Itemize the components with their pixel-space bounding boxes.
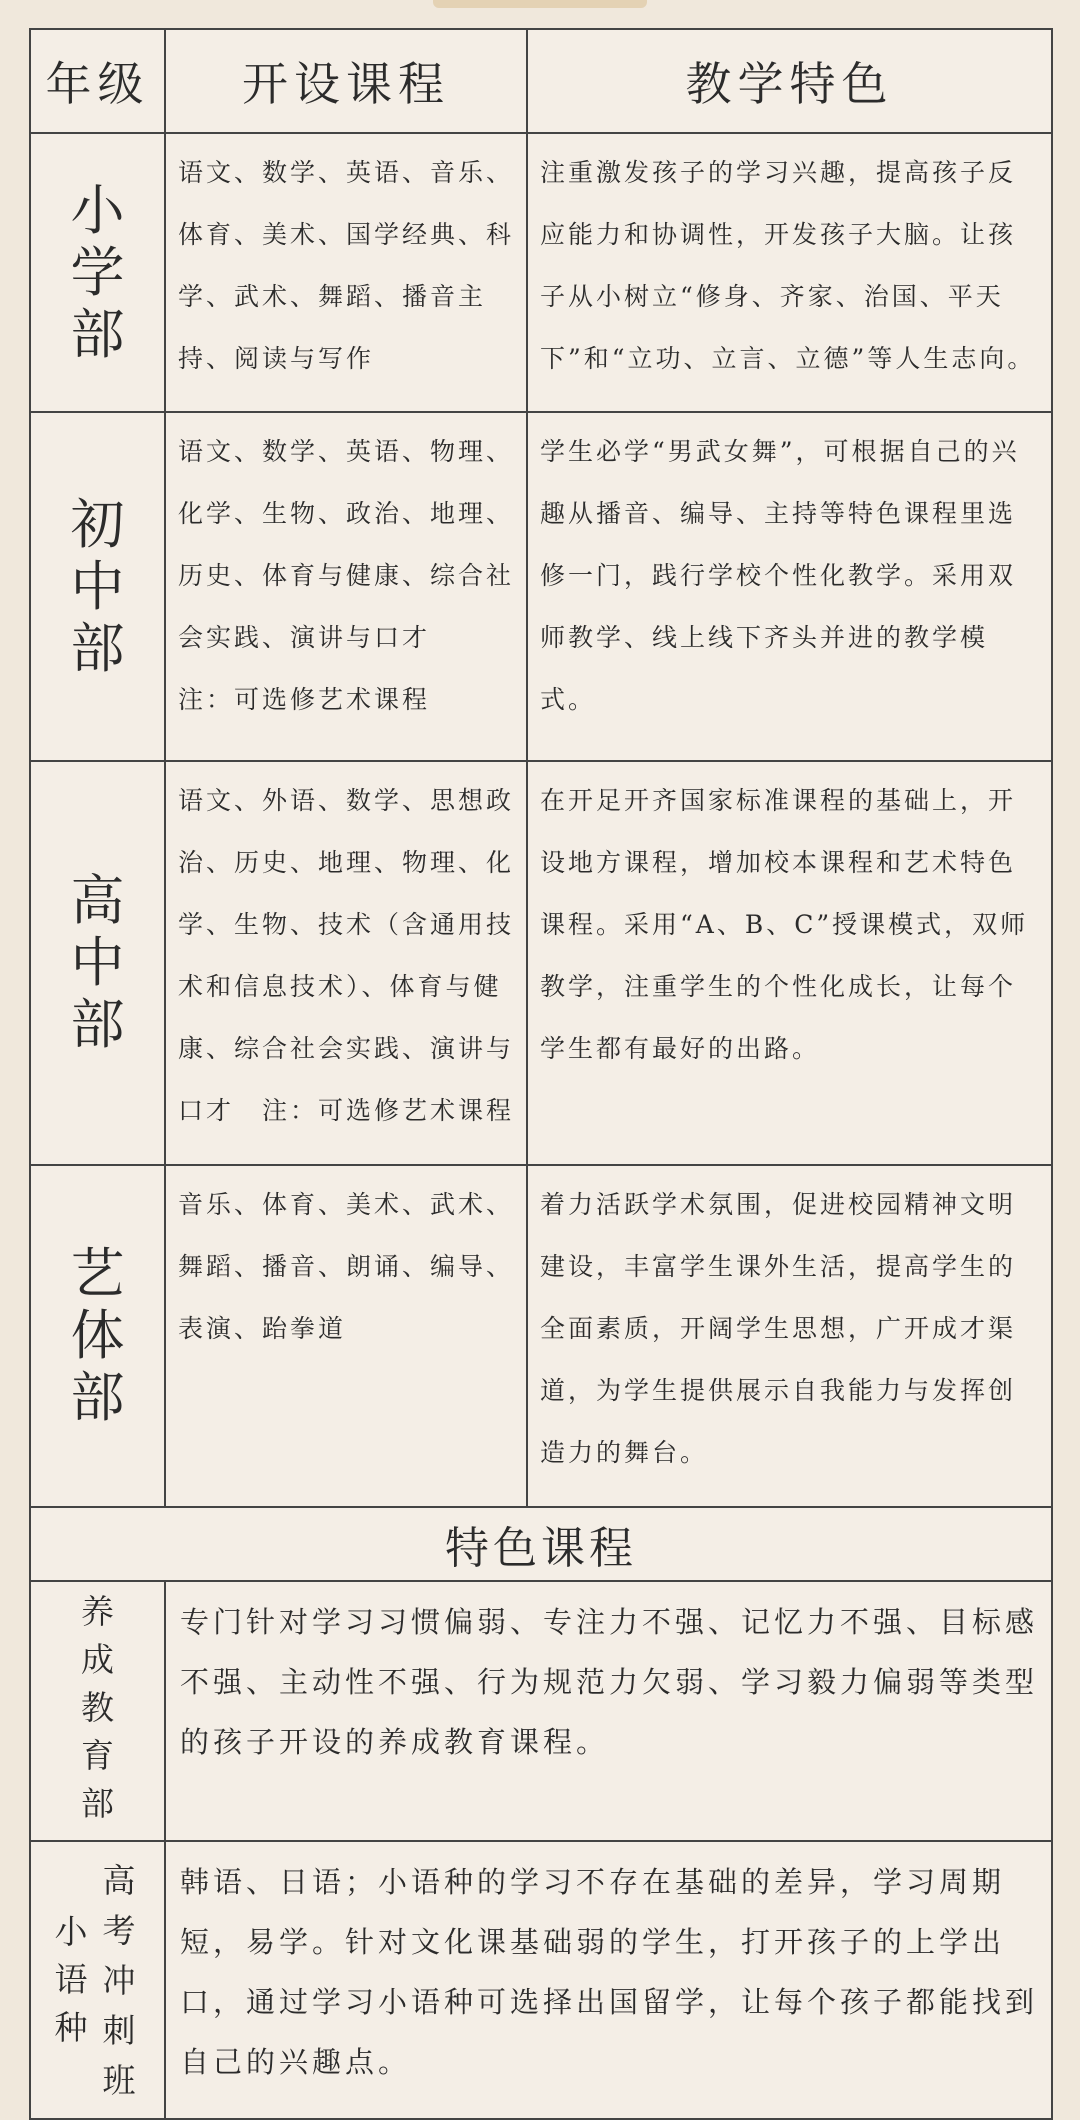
header-row [30,29,1052,133]
top-ornament [433,0,647,8]
courses-primary: 语文、数学、英语、音乐、体育、美术、国学经典、科学、武术、舞蹈、播音主持、阅读与写作 [165,133,527,412]
grade-primary: 小 学 部 [30,133,165,412]
courses-arts: 音乐、体育、美术、武术、舞蹈、播音、朗诵、编导、表演、跆拳道 [165,1165,527,1507]
special-courses-title: 特色课程 [30,1507,1052,1581]
row-language [30,1841,1052,2119]
courses-junior-note: 注：可选修艺术课程 [178,685,431,714]
courses-senior: 语文、外语、数学、思想政治、历史、地理、物理、化学、生物、技术（含通用技术和信息技术）、体育与健康、综合社会实践、演讲与口才 注：可选修艺术课程 [165,761,527,1165]
features-primary: 注重激发孩子的学习兴趣，提高孩子反应能力和协调性，开发孩子大脑。让孩子从小树立“修身、齐家、治国、平天下”和“立功、立言、立德”等人生志向。 [527,133,1052,412]
language-label-a: 小 语 种 [54,1912,88,2047]
curriculum-table [29,28,1053,2120]
special-title-row [30,1507,1052,1581]
habit-dept-label: 养 成 教 育 部 [30,1581,165,1841]
features-arts: 着力活跃学术氛围，促进校园精神文明建设，丰富学生课外生活，提高学生的全面素质，开阔学生思想，广开成才渠道，为学生提供展示自我能力与发挥创造力的舞台。 [527,1165,1052,1507]
header-courses: 开设课程 [165,29,527,133]
features-junior: 学生必学“男武女舞”，可根据自己的兴趣从播音、编导、主持等特色课程里选修一门，践行学校个性化教学。采用双师教学、线上线下齐头并进的教学模式。 [527,412,1052,761]
row-junior [30,412,1052,761]
header-features: 教学特色 [527,29,1052,133]
header-grade: 年级 [30,29,165,133]
row-arts [30,1165,1052,1507]
language-dept-label [30,1841,165,2119]
courses-junior: 语文、数学、英语、物理、化学、生物、政治、地理、历史、体育与健康、综合社会实践、演讲与口才 注：可选修艺术课程 [165,412,527,761]
grade-senior: 高 中 部 [30,761,165,1165]
language-dept-text: 韩语、日语；小语种的学习不存在基础的差异，学习周期短，易学。针对文化课基础弱的学生，打开孩子的上学出口，通过学习小语种可选择出国留学，让每个孩子都能找到自己的兴趣点。 [165,1841,1052,2119]
grade-arts: 艺 体 部 [30,1165,165,1507]
habit-dept-text: 专门针对学习习惯偏弱、专注力不强、记忆力不强、目标感不强、主动性不强、行为规范力欠弱、学习毅力偏弱等类型的孩子开设的养成教育课程。 [165,1581,1052,1841]
row-senior [30,761,1052,1165]
row-habit [30,1581,1052,1841]
language-label-b: 高 考 冲 刺 班 [102,1861,136,2100]
features-senior: 在开足开齐国家标准课程的基础上，开设地方课程，增加校本课程和艺术特色课程。采用“A、B、C”授课模式，双师教学，注重学生的个性化成长，让每个学生都有最好的出路。 [527,761,1052,1165]
row-primary [30,133,1052,412]
grade-junior: 初 中 部 [30,412,165,761]
